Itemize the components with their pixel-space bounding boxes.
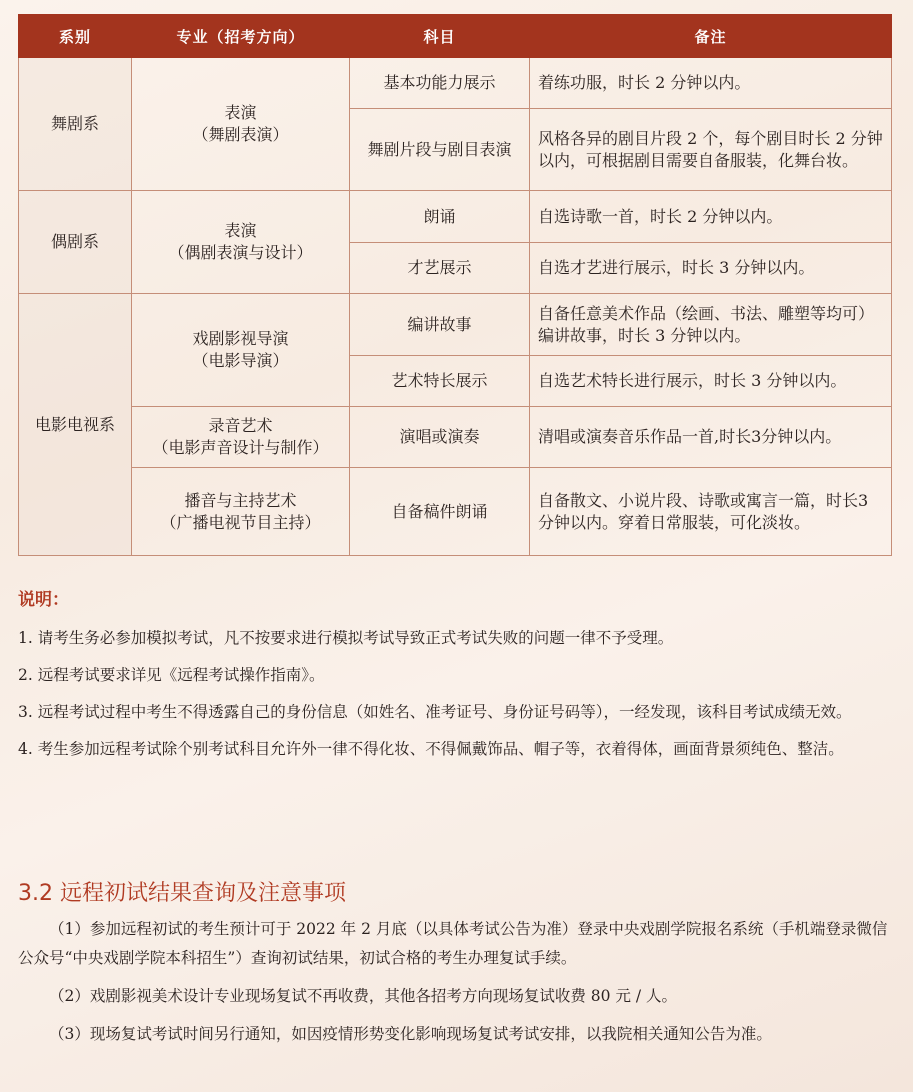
- note-item: 3. 远程考试过程中考生不得透露自己的身份信息（如姓名、准考证号、身份证号码等），一经发现，该科目考试成绩无效。: [18, 703, 852, 721]
- table-header-row: [19, 15, 892, 58]
- note-item: 4. 考生参加远程考试除个别考试科目允许外一律不得化妆、不得佩戴饰品、帽子等，衣着得体，画面背景须纯色、整洁。: [18, 740, 844, 758]
- subject-cell: 艺术特长展示: [350, 356, 530, 407]
- major-name: 表演: [224, 103, 257, 122]
- table-row: [19, 468, 892, 556]
- section-heading: 3.2 远程初试结果查询及注意事项: [18, 881, 346, 906]
- major-name: 播音与主持艺术: [184, 490, 297, 510]
- subject-cell: 舞剧片段与剧目表演: [350, 109, 530, 191]
- notes-section: [18, 585, 898, 772]
- major-direction: （广播电视节目主持）: [160, 512, 321, 532]
- note-cell: 自备散文、小说片段、诗歌或寓言一篇，时长3分钟以内。穿着日常服装，可化淡妆。: [530, 468, 892, 556]
- dept-cell: 偶剧系: [19, 191, 132, 294]
- section-paragraph: （1）参加远程初试的考生预计可于 2022 年 2 月底（以具体考试公告为准）登录中央戏剧学院报名系统（手机端登录微信公众号“中央戏剧学院本科招生”）查询初试结果，初试合格的考生办理复试手续。: [18, 920, 888, 967]
- section-paragraph: （3）现场复试考试时间另行通知，如因疫情形势变化影响现场复试考试安排，以我院相关通知公告为准。: [49, 1025, 772, 1043]
- note-cell: 自选艺术特长进行展示，时长 3 分钟以内。: [530, 356, 892, 407]
- dept-cell: 舞剧系: [19, 58, 132, 191]
- exam-subjects-table: [18, 14, 892, 556]
- subject-cell: 编讲故事: [350, 294, 530, 356]
- table-row: [19, 58, 892, 109]
- note-cell: 自备任意美术作品（绘画、书法、雕塑等均可）编讲故事，时长 3 分钟以内。: [530, 294, 892, 356]
- dept-cell: 电影电视系: [19, 294, 132, 556]
- results-section: [18, 876, 898, 1049]
- header-subject: 科目: [350, 15, 530, 58]
- subject-cell: 演唱或演奏: [350, 407, 530, 468]
- major-direction: （电影声音设计与制作）: [152, 438, 329, 457]
- major-name: 表演: [224, 221, 257, 240]
- major-cell: [132, 468, 350, 556]
- major-cell: [132, 191, 350, 294]
- note-cell: 着练功服，时长 2 分钟以内。: [530, 58, 892, 109]
- major-name: 录音艺术: [208, 416, 273, 435]
- notes-title: 说明：: [18, 590, 69, 610]
- note-cell: 风格各异的剧目片段 2 个，每个剧目时长 2 分钟以内，可根据剧目需要自备服装，化舞台妆。: [530, 109, 892, 191]
- note-cell: 自选才艺进行展示，时长 3 分钟以内。: [530, 243, 892, 294]
- header-note: 备注: [530, 15, 892, 58]
- note-cell: 自选诗歌一首，时长 2 分钟以内。: [530, 191, 892, 243]
- header-dept: 系别: [19, 15, 132, 58]
- major-name: 戏剧影视导演: [192, 329, 289, 348]
- table-row: [19, 191, 892, 243]
- table-row: [19, 294, 892, 356]
- table-row: [19, 407, 892, 468]
- subject-cell: 朗诵: [350, 191, 530, 243]
- header-major: 专业（招考方向）: [132, 15, 350, 58]
- subject-cell: 才艺展示: [350, 243, 530, 294]
- major-cell: [132, 58, 350, 191]
- section-paragraph: （2）戏剧影视美术设计专业现场复试不再收费，其他各招考方向现场复试收费 80 元 / 人。: [49, 987, 678, 1005]
- note-cell: 清唱或演奏音乐作品一首,时长3分钟以内。: [530, 407, 892, 468]
- note-item: 1. 请考生务必参加模拟考试，凡不按要求进行模拟考试导致正式考试失败的问题一律不予受理。: [18, 629, 674, 647]
- major-cell: [132, 407, 350, 468]
- major-cell: [132, 294, 350, 407]
- major-direction: （电影导演）: [192, 351, 289, 370]
- major-direction: （偶剧表演与设计）: [168, 243, 313, 262]
- note-item: 2. 远程考试要求详见《远程考试操作指南》。: [18, 666, 325, 684]
- subject-cell: 自备稿件朗诵: [350, 468, 530, 556]
- major-direction: （舞剧表演）: [192, 125, 289, 144]
- subject-cell: 基本功能力展示: [350, 58, 530, 109]
